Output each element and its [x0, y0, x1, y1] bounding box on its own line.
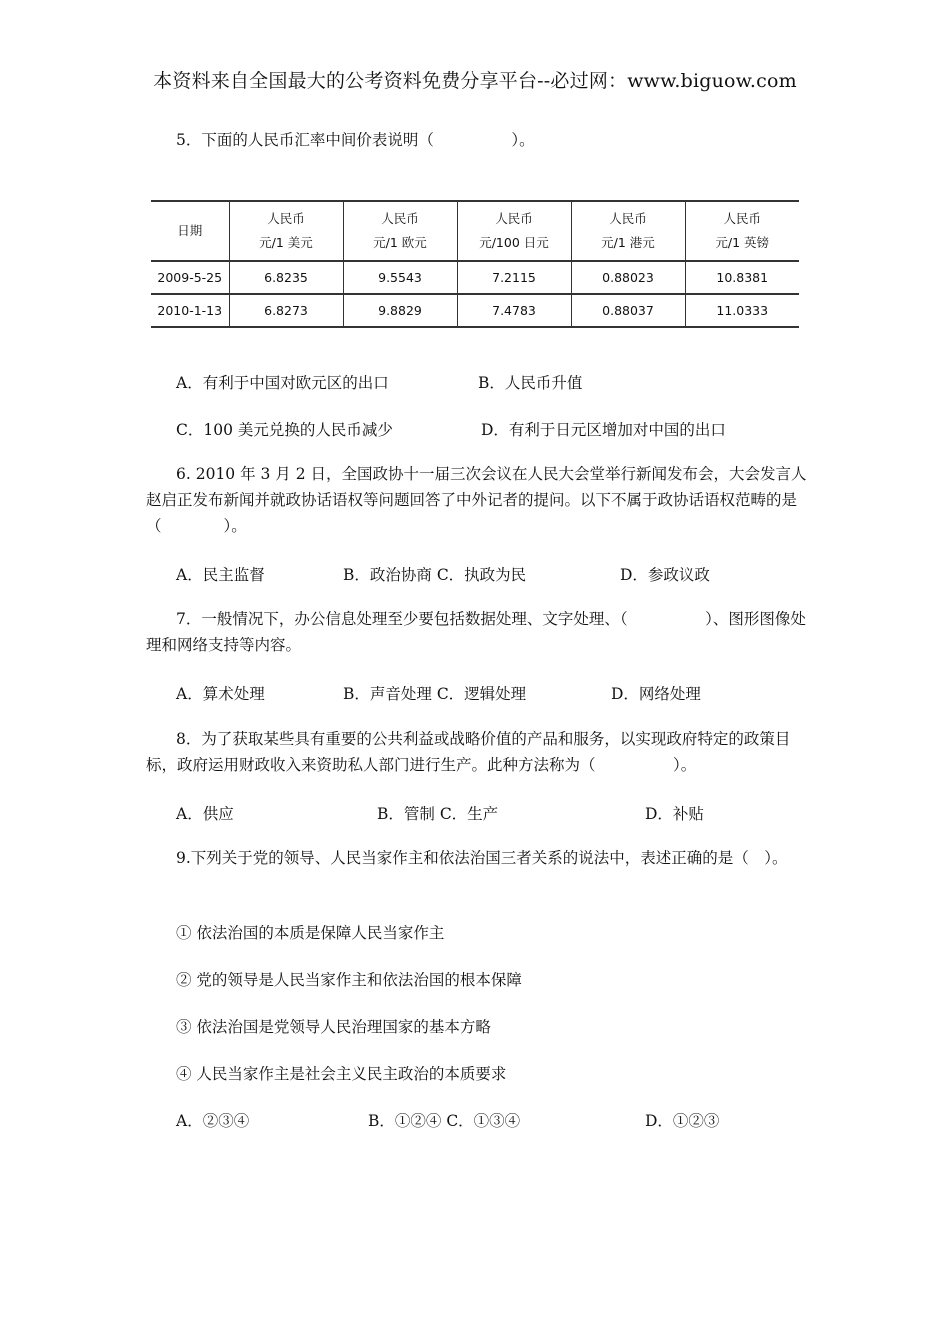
table-cell: 7.4783 [457, 294, 571, 327]
question-9-item-2: ② 党的领导是人民当家作主和依法治国的根本保障 [176, 971, 522, 989]
question-5-option-c: C．100 美元兑换的人民币减少 [176, 421, 393, 439]
question-9-option-a: A．②③④ [176, 1112, 250, 1130]
table-header-row [151, 201, 799, 261]
question-7-option-bc: B．声音处理 C．逻辑处理 [343, 685, 527, 703]
table-cell: 6.8273 [229, 294, 343, 327]
table-cell: 9.5543 [343, 261, 457, 294]
question-8-option-d: D．补贴 [645, 805, 704, 823]
question-7-option-a: A．算术处理 [176, 685, 265, 703]
header-cell: 人民币 元/1 英镑 [685, 201, 799, 261]
header-cell: 人民币 元/1 港元 [571, 201, 685, 261]
question-6-option-bc: B．政治协商 C．执政为民 [343, 566, 527, 584]
table-cell: 6.8235 [229, 261, 343, 294]
question-9-item-4: ④ 人民当家作主是社会主义民主政治的本质要求 [176, 1065, 507, 1083]
question-9-option-d: D．①②③ [645, 1112, 720, 1130]
exchange-rate-table [151, 200, 799, 328]
table-cell: 0.88037 [571, 294, 685, 327]
table-row [151, 294, 799, 327]
question-8-option-bc: B．管制 C．生产 [377, 805, 499, 823]
question-7-stem: 7．一般情况下，办公信息处理至少要包括数据处理、文字处理、（ ）、图形图像处理和网络支持等内容。 [146, 610, 806, 654]
question-5-option-a: A．有利于中国对欧元区的出口 [176, 374, 389, 392]
table-cell: 0.88023 [571, 261, 685, 294]
header-cell: 人民币 元/1 欧元 [343, 201, 457, 261]
question-6-option-d: D．参政议政 [620, 566, 710, 584]
question-5-stem: 5．下面的人民币汇率中间价表说明（ ）。 [176, 131, 535, 149]
question-5-option-b: B．人民币升值 [478, 374, 583, 392]
question-6-option-a: A．民主监督 [176, 566, 265, 584]
table-row [151, 261, 799, 294]
table-cell: 11.0333 [685, 294, 799, 327]
question-8-option-a: A．供应 [176, 805, 234, 823]
table-cell: 2009-5-25 [151, 261, 229, 294]
question-9-item-3: ③ 依法治国是党领导人民治理国家的基本方略 [176, 1018, 491, 1036]
table-cell: 2010-1-13 [151, 294, 229, 327]
question-7-option-d: D．网络处理 [611, 685, 701, 703]
question-9-item-1: ① 依法治国的本质是保障人民当家作主 [176, 924, 445, 942]
question-9-option-bc: B．①②④ C．①③④ [368, 1112, 521, 1130]
question-6-stem: 6. 2010 年 3 月 2 日，全国政协十一届三次会议在人民大会堂举行新闻发布会，大会发言人赵启正发布新闻并就政协话语权等问题回答了中外记者的提问。以下不属于政协话语权范畴的是（ ）。 [146, 465, 807, 535]
question-5-option-d: D．有利于日元区增加对中国的出口 [481, 421, 726, 439]
header-cell: 日期 [151, 201, 229, 261]
question-8-stem: 8．为了获取某些具有重要的公共利益或战略价值的产品和服务，以实现政府特定的政策目标，政府运用财政收入来资助私人部门进行生产。此种方法称为（ ）。 [146, 730, 791, 774]
page-header: 本资料来自全国最大的公考资料免费分享平台--必过网：www.biguow.com [153, 70, 797, 92]
table-cell: 9.8829 [343, 294, 457, 327]
header-cell: 人民币 元/100 日元 [457, 201, 571, 261]
table-cell: 10.8381 [685, 261, 799, 294]
table-cell: 7.2115 [457, 261, 571, 294]
question-9-stem: 9.下列关于党的领导、人民当家作主和依法治国三者关系的说法中，表述正确的是（ ）。 [176, 849, 788, 867]
header-cell: 人民币 元/1 美元 [229, 201, 343, 261]
